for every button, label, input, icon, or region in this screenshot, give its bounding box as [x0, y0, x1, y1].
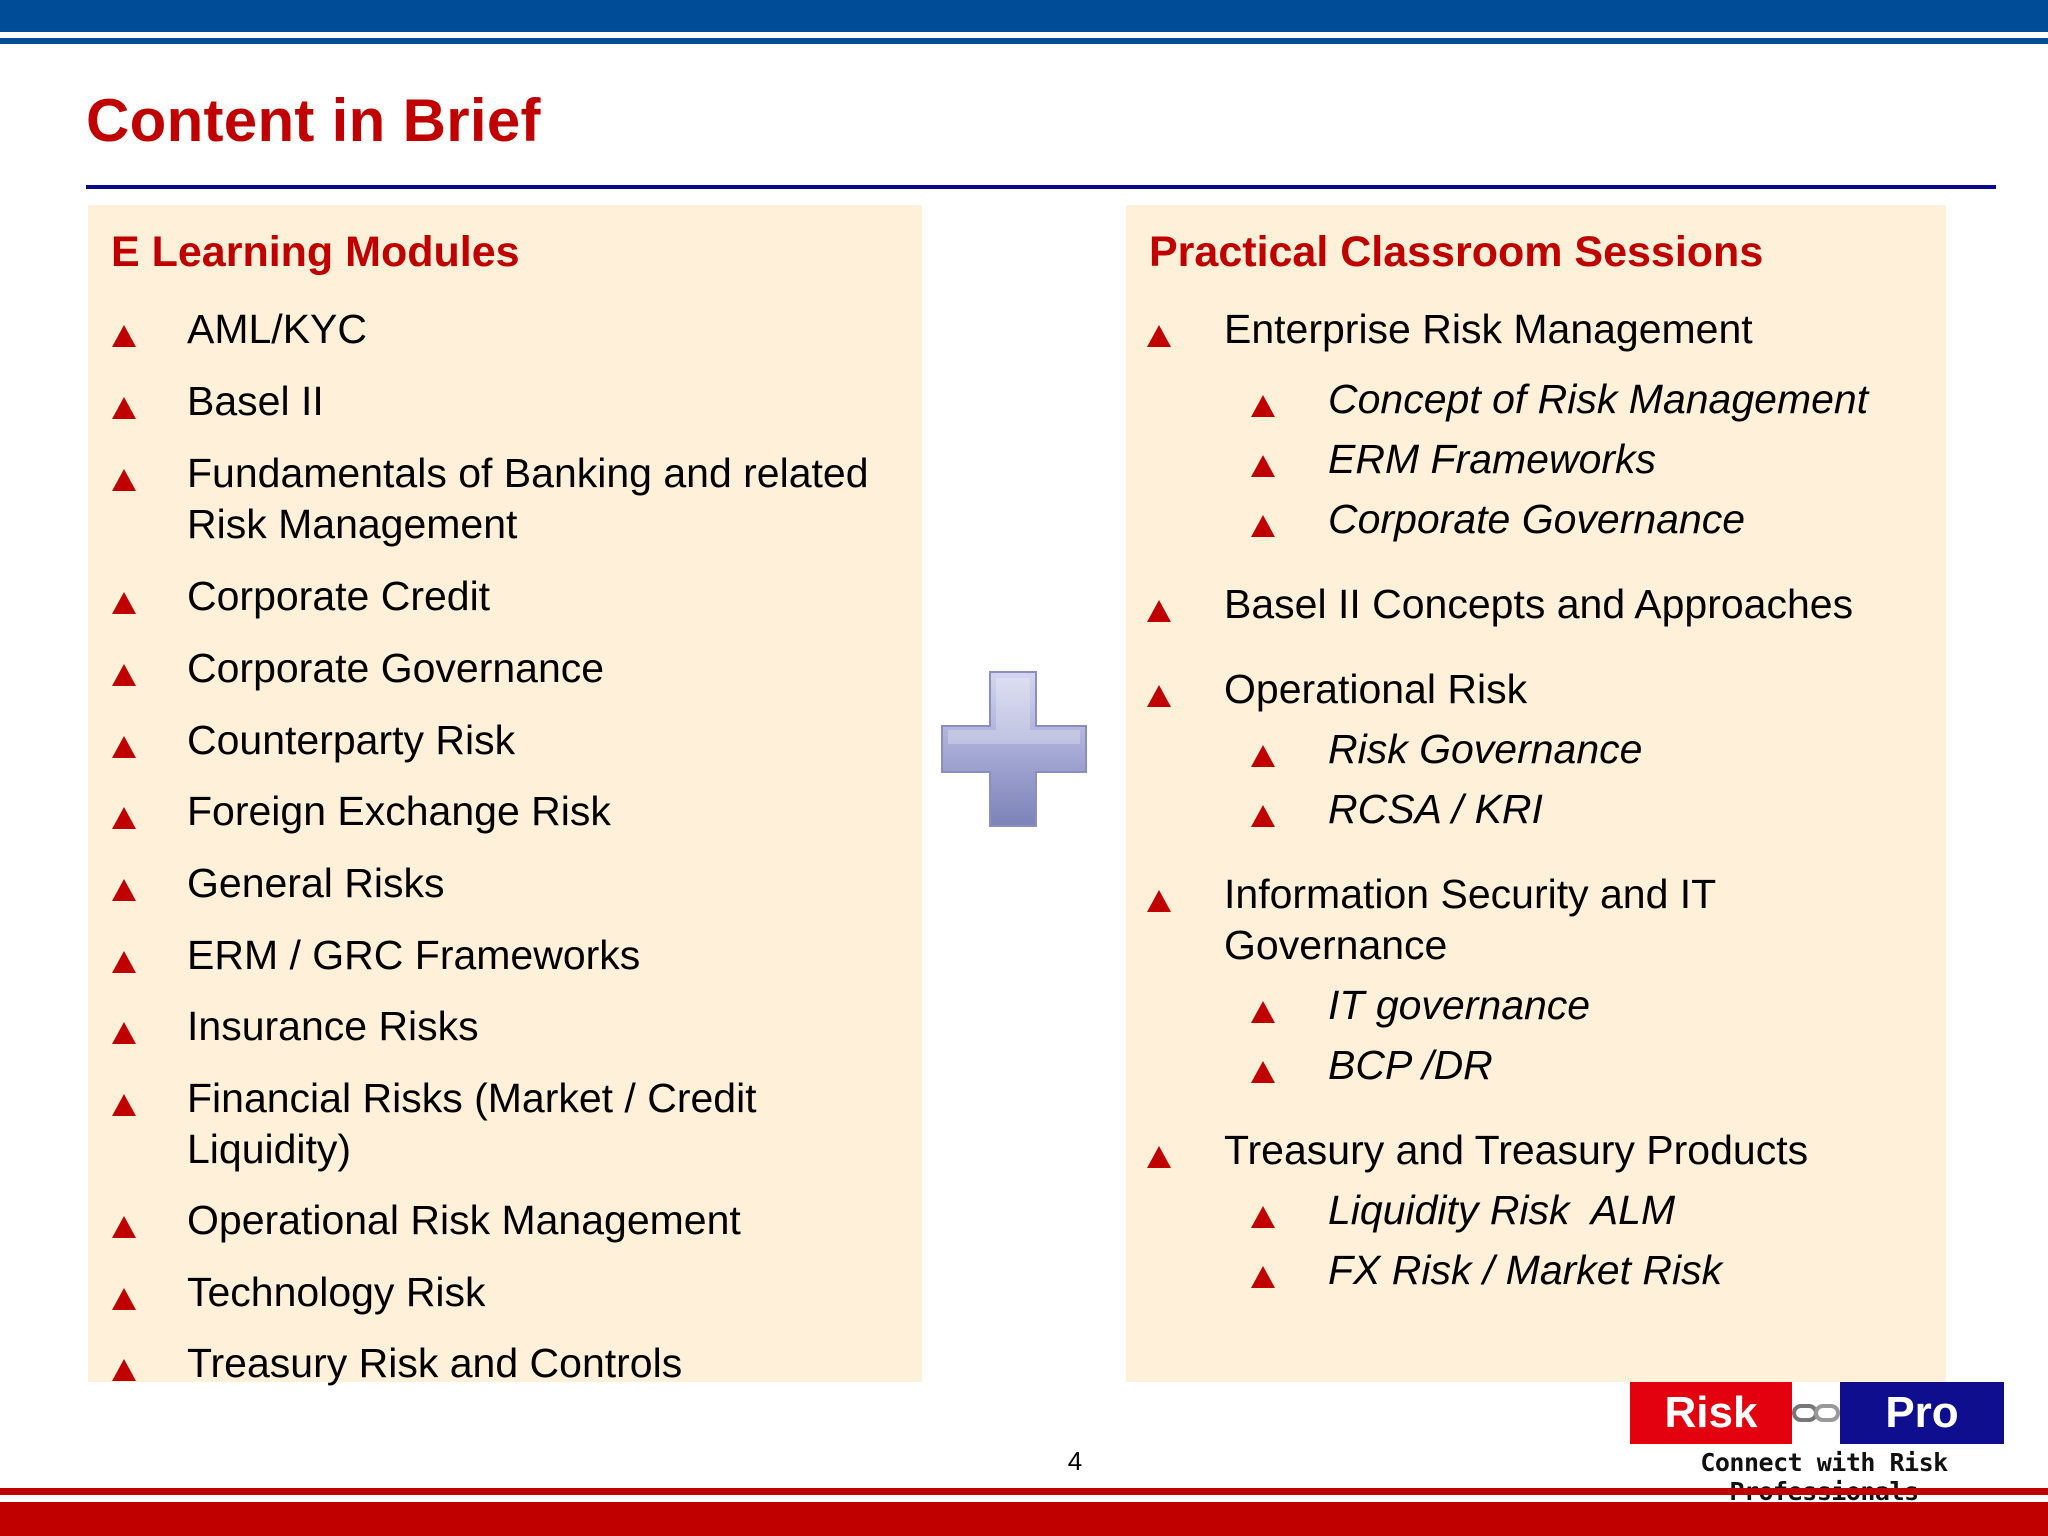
page-number: 4 [1067, 1446, 1083, 1476]
triangle-bullet-icon [112, 325, 136, 347]
triangle-bullet-icon [112, 1022, 136, 1044]
sub-list-item-label: ERM Frameworks [1328, 436, 1657, 482]
list-item-label-continued: Liquidity) [187, 1126, 352, 1172]
triangle-bullet-icon [1147, 325, 1171, 347]
list-item-label: Enterprise Risk Management [1224, 306, 1753, 352]
triangle-bullet-icon [1251, 395, 1275, 417]
list-item-label: Treasury and Treasury Products [1224, 1127, 1809, 1173]
triangle-bullet-icon [1251, 745, 1275, 767]
riskpro-logo [1622, 1382, 2026, 1482]
list-item-label-continued: Governance [1224, 922, 1448, 968]
triangle-bullet-icon [1147, 890, 1171, 912]
triangle-bullet-icon [1147, 685, 1171, 707]
triangle-bullet-icon [112, 736, 136, 758]
list-item-label: ERM / GRC Frameworks [187, 932, 641, 978]
list-item-label: Corporate Governance [187, 645, 605, 691]
triangle-bullet-icon [1147, 1146, 1171, 1168]
sub-list-item-label: Corporate Governance [1328, 496, 1746, 542]
bottom-banner-bar [0, 1502, 2048, 1536]
sub-list-item-label: Concept of Risk Management [1328, 376, 1869, 422]
triangle-bullet-icon [112, 397, 136, 419]
triangle-bullet-icon [112, 807, 136, 829]
triangle-bullet-icon [1251, 1061, 1275, 1083]
list-item-label: Basel II Concepts and Approaches [1224, 581, 1854, 627]
list-item-label: Technology Risk [187, 1269, 486, 1315]
triangle-bullet-icon [112, 879, 136, 901]
list-item-label: Fundamentals of Banking and related [187, 450, 869, 496]
top-banner-bar [0, 0, 2048, 32]
triangle-bullet-icon [1251, 1001, 1275, 1023]
triangle-bullet-icon [112, 664, 136, 686]
list-item-label: Corporate Credit [187, 573, 491, 619]
list-item-label: Information Security and IT [1224, 871, 1717, 917]
sub-list-item-label: BCP /DR [1328, 1042, 1493, 1088]
triangle-bullet-icon [1147, 600, 1171, 622]
top-banner-stripe [0, 38, 2048, 44]
list-item-label: Operational Risk Management [187, 1197, 741, 1243]
e-learning-heading: E Learning Modules [111, 228, 520, 276]
list-item-label: AML/KYC [187, 306, 367, 352]
slide-title: Content in Brief [86, 87, 541, 154]
triangle-bullet-icon [112, 1094, 136, 1116]
logo-tagline: Connect with Risk [1700, 1448, 1948, 1477]
triangle-bullet-icon [112, 592, 136, 614]
triangle-bullet-icon [112, 469, 136, 491]
classroom-panel [1126, 205, 1946, 1382]
list-item-label-continued: Risk Management [187, 501, 518, 547]
triangle-bullet-icon [112, 951, 136, 973]
list-item-label: Insurance Risks [187, 1003, 479, 1049]
classroom-heading: Practical Classroom Sessions [1149, 228, 1764, 276]
list-item-label: Basel II [187, 378, 324, 424]
bottom-banner-stripe [0, 1488, 2048, 1495]
triangle-bullet-icon [1251, 805, 1275, 827]
e-learning-panel [88, 205, 922, 1386]
sub-list-item-label: Risk Governance [1328, 726, 1643, 772]
triangle-bullet-icon [1251, 455, 1275, 477]
title-underline [86, 185, 1996, 189]
list-item-label: Operational Risk [1224, 666, 1528, 712]
triangle-bullet-icon [1251, 1206, 1275, 1228]
chain-link-icon [1792, 1400, 1840, 1426]
triangle-bullet-icon [112, 1288, 136, 1310]
sub-list-item-label: RCSA / KRI [1328, 786, 1543, 832]
list-item-label: Financial Risks (Market / Credit [187, 1075, 757, 1121]
list-item-label: Counterparty Risk [187, 717, 516, 763]
plus-icon [940, 670, 1088, 830]
list-item-label: General Risks [187, 860, 445, 906]
sub-list-item-label: FX Risk / Market Risk [1328, 1247, 1723, 1293]
sub-list-item-label: IT governance [1328, 982, 1591, 1028]
list-item-label: Foreign Exchange Risk [187, 788, 611, 834]
sub-list-item-label: Liquidity Risk ALM [1328, 1187, 1676, 1233]
logo-pro-block: Pro [1840, 1382, 2004, 1444]
list-item-label: Treasury Risk and Controls [187, 1340, 683, 1386]
logo-risk-block: Risk [1630, 1382, 1792, 1444]
triangle-bullet-icon [112, 1216, 136, 1238]
triangle-bullet-icon [1251, 1266, 1275, 1288]
triangle-bullet-icon [112, 1359, 136, 1381]
triangle-bullet-icon [1251, 515, 1275, 537]
